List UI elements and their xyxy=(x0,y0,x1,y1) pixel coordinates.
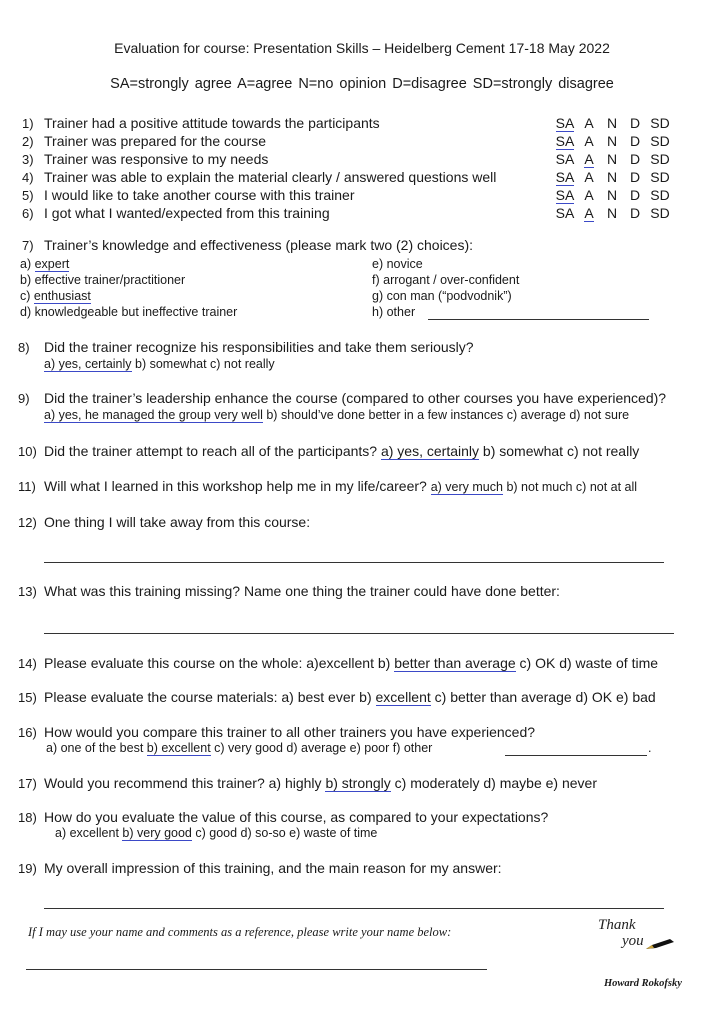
q11-selected-option[interactable]: a) very much xyxy=(430,480,503,494)
q19-text: My overall impression of this training, and the main reason for my answer: xyxy=(44,860,502,876)
q10-line: Did the trainer attempt to reach all of the participants? a) yes, certainly b) somewhat c) not really xyxy=(44,443,640,459)
q13-answer-line[interactable] xyxy=(44,633,674,634)
q16-selected-option[interactable]: b) excellent xyxy=(146,741,211,755)
q3-rating-sa[interactable]: SA xyxy=(555,151,575,167)
q3-rating-a[interactable]: A xyxy=(584,151,594,167)
q5-rating-n[interactable]: N xyxy=(606,187,618,203)
q4-rating-a[interactable]: A xyxy=(584,169,594,185)
pen-icon xyxy=(646,937,676,956)
q1-rating-a[interactable]: A xyxy=(584,115,594,131)
rating-legend: SA=strongly agree A=agree N=no opinion D=disagree SD=strongly disagree xyxy=(110,76,614,92)
q6-rating-sd[interactable]: SD xyxy=(650,205,670,221)
q6-rating-n[interactable]: N xyxy=(606,205,618,221)
q5-rating-d[interactable]: D xyxy=(629,187,641,203)
q1-rating-sa[interactable]: SA xyxy=(555,115,575,131)
q1-rating-scale xyxy=(553,115,673,132)
q14-selected-option[interactable]: better than average xyxy=(394,655,516,671)
q19-answer-line[interactable] xyxy=(44,908,664,909)
q7-option-d[interactable]: d) knowledgeable but ineffective trainer xyxy=(20,305,238,319)
q2-rating-a[interactable]: A xyxy=(584,133,594,149)
q6-rating-a[interactable]: A xyxy=(584,205,594,221)
q2-number: 2) xyxy=(22,134,34,149)
q4-rating-sa[interactable]: SA xyxy=(555,169,575,185)
q8-text: Did the trainer recognize his responsibilities and take them seriously? xyxy=(44,339,474,355)
q5-rating-scale xyxy=(553,187,673,204)
q5-rating-a[interactable]: A xyxy=(584,187,594,203)
q13-text: What was this training missing? Name one thing the trainer could have done better: xyxy=(44,583,560,599)
q19-number: 19) xyxy=(18,861,37,876)
q3-number: 3) xyxy=(22,152,34,167)
q7-option-c-label: enthusiast xyxy=(33,289,91,303)
q17-line: Would you recommend this trainer? a) highly b) strongly c) moderately d) maybe e) never xyxy=(44,775,597,791)
q7-number: 7) xyxy=(22,238,34,253)
q18-number: 18) xyxy=(18,810,37,825)
q11-number: 11) xyxy=(18,479,36,494)
q7-text: Trainer’s knowledge and effectiveness (please mark two (2) choices): xyxy=(44,237,474,253)
q18-options: a) excellent b) very good c) good d) so-so e) waste of time xyxy=(55,826,378,840)
q7-option-c[interactable]: c) enthusiast xyxy=(20,289,91,303)
q6-number: 6) xyxy=(22,206,34,221)
q6-rating-d[interactable]: D xyxy=(629,205,641,221)
q4-rating-scale xyxy=(553,169,673,186)
q8-options: a) yes, certainly b) somewhat c) not really xyxy=(44,357,275,371)
q10-number: 10) xyxy=(18,444,37,459)
q2-text: Trainer was prepared for the course xyxy=(44,133,267,149)
q12-answer-line[interactable] xyxy=(44,562,664,563)
q16-options: a) one of the best b) excellent c) very good d) average e) poor f) other xyxy=(46,741,433,755)
q16-number: 16) xyxy=(18,725,37,740)
q15-selected-option[interactable]: excellent xyxy=(375,689,431,705)
q15-line: Please evaluate the course materials: a) best ever b) excellent c) better than average d) OK e) bad xyxy=(44,689,656,705)
q6-rating-scale xyxy=(553,205,673,222)
q13-number: 13) xyxy=(18,584,37,599)
q7-option-h[interactable]: h) other xyxy=(372,305,416,319)
q18-selected-option[interactable]: b) very good xyxy=(122,826,192,840)
q2-rating-n[interactable]: N xyxy=(606,133,618,149)
q6-rating-sa[interactable]: SA xyxy=(555,205,575,221)
q16-text: How would you compare this trainer to all other trainers you have experienced? xyxy=(44,724,536,740)
q4-rating-n[interactable]: N xyxy=(606,169,618,185)
q17-selected-option[interactable]: b) strongly xyxy=(325,775,391,791)
q12-text: One thing I will take away from this course: xyxy=(44,514,311,530)
q9-number: 9) xyxy=(18,391,30,406)
q5-rating-sd[interactable]: SD xyxy=(650,187,670,203)
thank-you-signature-line1: Thank xyxy=(598,917,636,933)
reference-permission-text: If I may use your name and comments as a reference, please write your name below: xyxy=(28,925,452,939)
q8-number: 8) xyxy=(18,340,30,355)
q3-rating-scale xyxy=(553,151,673,168)
q4-rating-d[interactable]: D xyxy=(629,169,641,185)
name-line[interactable] xyxy=(26,969,487,970)
q15-number: 15) xyxy=(18,690,37,705)
q5-text: I would like to take another course with this trainer xyxy=(44,187,355,203)
q3-rating-sd[interactable]: SD xyxy=(650,151,670,167)
q14-line: Please evaluate this course on the whole: a)excellent b) better than average c) OK d) waste of time xyxy=(44,655,659,671)
q2-rating-sa[interactable]: SA xyxy=(555,133,575,149)
q7-option-e[interactable]: e) novice xyxy=(372,257,423,271)
q14-number: 14) xyxy=(18,656,37,671)
q7-option-a-label: expert xyxy=(34,257,70,271)
q5-number: 5) xyxy=(22,188,34,203)
q1-rating-sd[interactable]: SD xyxy=(650,115,670,131)
q9-text: Did the trainer’s leadership enhance the course (compared to other courses you have experienced)? xyxy=(44,390,667,406)
q1-number: 1) xyxy=(22,116,34,131)
q4-number: 4) xyxy=(22,170,34,185)
q6-text: I got what I wanted/expected from this training xyxy=(44,205,330,221)
trainer-signature-name: Howard Rokofsky xyxy=(604,978,682,989)
q4-text: Trainer was able to explain the material clearly / answered questions well xyxy=(44,169,497,185)
q12-number: 12) xyxy=(18,515,37,530)
q11-line: Will what I learned in this workshop help me in my life/career? a) very much b) not much c) not at all xyxy=(44,478,638,494)
q7-other-line[interactable] xyxy=(428,319,649,320)
q1-text: Trainer had a positive attitude towards the participants xyxy=(44,115,380,131)
q3-text: Trainer was responsive to my needs xyxy=(44,151,269,167)
q7-option-f[interactable]: f) arrogant / over-confident xyxy=(372,273,520,287)
q5-rating-sa[interactable]: SA xyxy=(555,187,575,203)
q1-rating-n[interactable]: N xyxy=(606,115,618,131)
q7-option-a[interactable]: a) expert xyxy=(20,257,70,271)
q16-other-line[interactable] xyxy=(505,755,647,756)
thank-you-signature-line2: you xyxy=(622,933,644,949)
q3-rating-n[interactable]: N xyxy=(606,151,618,167)
q8-selected-option[interactable]: a) yes, certainly xyxy=(44,357,132,371)
q3-rating-d[interactable]: D xyxy=(629,151,641,167)
q7-option-b[interactable]: b) effective trainer/practitioner xyxy=(20,273,186,287)
q4-rating-sd[interactable]: SD xyxy=(650,169,670,185)
q10-selected-option[interactable]: a) yes, certainly xyxy=(380,443,480,459)
q1-rating-d[interactable]: D xyxy=(629,115,641,131)
q9-options: a) yes, he managed the group very well b) should’ve done better in a few instances c) average d) not sure xyxy=(44,408,630,422)
form-title: Evaluation for course: Presentation Skills – Heidelberg Cement 17-18 May 2022 xyxy=(114,40,610,56)
q9-selected-option[interactable]: a) yes, he managed the group very well xyxy=(44,408,263,422)
q17-number: 17) xyxy=(18,776,37,791)
q18-text: How do you evaluate the value of this course, as compared to your expectations? xyxy=(44,809,549,825)
q2-rating-d[interactable]: D xyxy=(629,133,641,149)
q2-rating-sd[interactable]: SD xyxy=(650,133,670,149)
q2-rating-scale xyxy=(553,133,673,150)
q7-option-g[interactable]: g) con man (“podvodnik”) xyxy=(372,289,512,303)
